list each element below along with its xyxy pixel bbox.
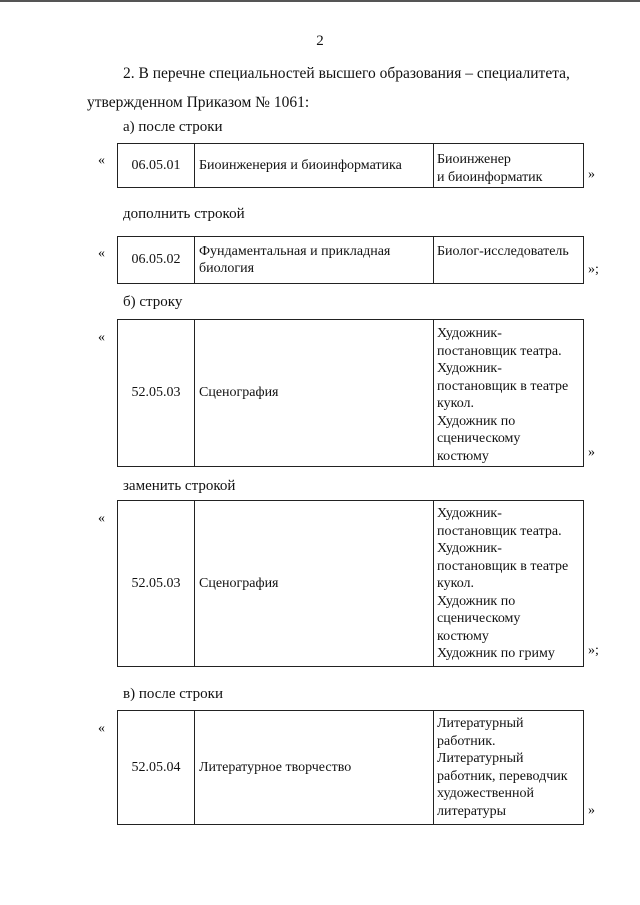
table-row-06-05-01 [117,143,584,188]
open-quote: « [98,511,105,526]
qual-line: художественной [437,786,534,801]
section-a-add-label: дополнить строкой [123,206,245,222]
close-quote: » [588,167,595,182]
row-qualification [434,711,584,825]
row-qualification [434,320,584,467]
close-quote: » [588,445,595,460]
row-name: Сценография [195,320,434,467]
qual-line: Художник по [437,413,516,429]
qual-line: Литературный [437,716,524,731]
row-code: 06.05.01 [118,144,195,188]
table-row-52-05-03-new [117,500,584,667]
section-a-label: а) после строки [123,119,223,135]
qual-line: Биоинженер [437,152,511,167]
qual-line: Художник по [437,593,516,609]
name-line: Фундаментальная и прикладная [199,244,391,259]
qual-line: Художник- [437,541,502,556]
page-number: 2 [316,33,324,49]
qual-line: костюму [437,628,489,644]
row-qualification [434,501,584,667]
row-name: Биоинженерия и биоинформатика [195,144,434,188]
qual-line: литературы [437,803,507,819]
row-code: 52.05.03 [118,320,195,467]
row-code: 06.05.02 [118,237,195,284]
row-name [195,237,434,284]
table-row-06-05-02 [117,236,584,284]
section-v-label: в) после строки [123,686,223,702]
section-b-replace-label: заменить строкой [123,478,236,494]
qual-line: постановщик театра. [437,343,562,359]
row-code: 52.05.03 [118,501,195,667]
section-b-label: б) строку [123,294,183,310]
qual-line: и биоинформатик [437,169,543,185]
qual-line: сценическому [437,611,521,626]
open-quote: « [98,721,105,736]
row-qualification [434,144,584,188]
qual-line: Художник- [437,326,502,341]
qual-line: костюму [437,448,489,464]
close-quote-semicolon: »; [588,262,599,277]
row-name: Литературное творчество [195,711,434,825]
open-quote: « [98,153,105,168]
qual-line: Художник- [437,506,502,521]
close-quote-semicolon: »; [588,643,599,658]
name-line: биология [199,261,255,276]
table-row-52-05-04 [117,710,584,825]
row-qualification [434,237,584,284]
table-row-52-05-03 [117,319,584,467]
qual-line: постановщик театра. [437,523,562,539]
qual-line: Биолог-исследователь [437,244,569,259]
intro-line-2: утвержденном Приказом № 1061: [87,94,310,111]
qual-line: кукол. [437,396,474,411]
intro-line-1: 2. В перечне специальностей высшего образования – специалитета, [123,65,570,82]
qual-line: кукол. [437,576,474,591]
close-quote: » [588,803,595,818]
open-quote: « [98,246,105,261]
qual-line: Художник- [437,361,502,376]
qual-line: постановщик в театре [437,558,569,574]
top-border-line [0,0,640,2]
qual-line: сценическому [437,431,521,446]
qual-line: работник. [437,733,496,749]
row-code: 52.05.04 [118,711,195,825]
qual-line: Художник по гриму [437,646,555,661]
qual-line: постановщик в театре [437,378,569,394]
open-quote: « [98,330,105,345]
qual-line: работник, переводчик [437,768,568,784]
qual-line: Литературный [437,751,524,766]
row-name: Сценография [195,501,434,667]
